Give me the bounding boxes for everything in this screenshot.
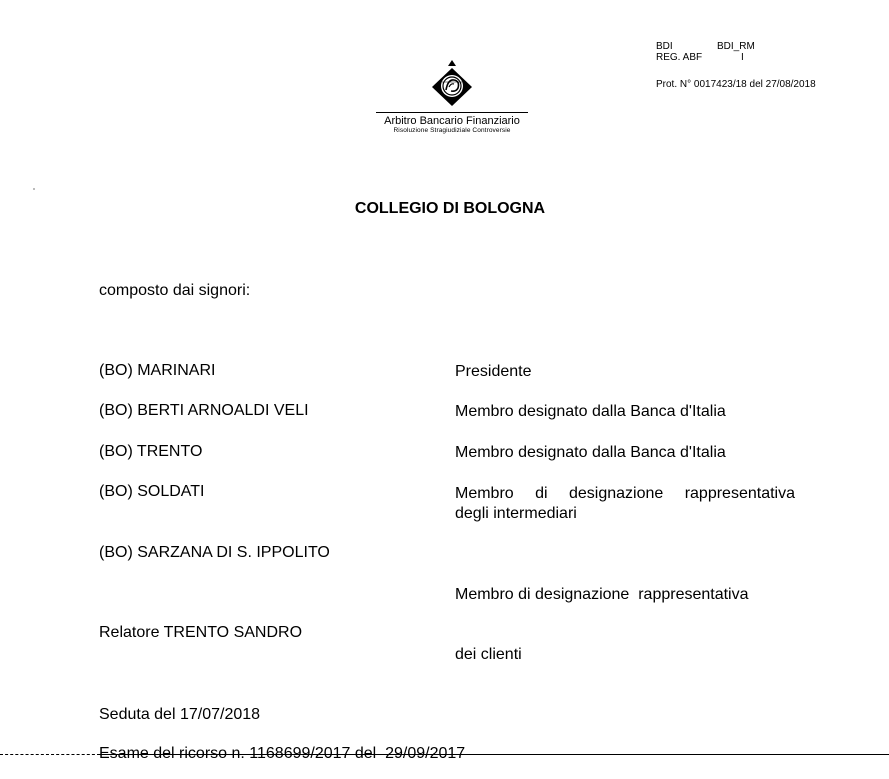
logo-subtitle: Risoluzione Stragiudiziale Controversie: [393, 127, 511, 134]
member-role: Presidente: [455, 363, 532, 380]
relatore-text: Relatore TRENTO SANDRO: [99, 624, 303, 641]
esame-text: Esame del ricorso n. 1168699/2017 del 29/09/2017: [99, 745, 466, 762]
scan-speck: [33, 188, 35, 190]
member-role-line: [455, 484, 795, 504]
member-name: (BO) SOLDATI: [99, 483, 205, 500]
member-role: [455, 545, 795, 685]
role-word: Membro: [455, 485, 514, 502]
role-word: rappresentativa: [684, 485, 795, 502]
logo-divider: [376, 112, 528, 113]
member-name: (BO) MARINARI: [99, 362, 216, 379]
member-role: [455, 484, 795, 524]
page-break-rule-dashed: [0, 754, 100, 755]
reg-abf-label: REG. ABF: [656, 52, 703, 63]
member-name: (BO) BERTI ARNOALDI VELI: [99, 402, 309, 419]
seduta-text: Seduta del 17/07/2018: [99, 706, 261, 723]
intro-text: composto dai signori:: [99, 282, 251, 299]
member-role: Membro designato dalla Banca d'Italia: [455, 444, 726, 461]
page-title: COLLEGIO DI BOLOGNA: [354, 200, 546, 217]
member-role-line: Membro di designazione rappresentativa: [455, 586, 749, 603]
logo-name: Arbitro Bancario Finanziario: [384, 115, 520, 127]
member-role-line: degli intermediari: [455, 505, 577, 522]
member-name: (BO) SARZANA DI S. IPPOLITO: [99, 544, 330, 561]
member-role-line: dei clienti: [455, 646, 522, 663]
doc-code-1: BDI: [656, 41, 673, 52]
abf-logo: [372, 60, 532, 135]
member-role: Membro designato dalla Banca d'Italia: [455, 403, 726, 420]
protocol-number: Prot. N° 0017423/18 del 27/08/2018: [656, 79, 816, 90]
abf-emblem-icon: [422, 60, 482, 110]
role-word: di: [535, 485, 548, 502]
member-name: (BO) TRENTO: [99, 443, 203, 460]
reg-abf-value: I: [741, 52, 744, 63]
role-word: designazione: [568, 485, 664, 502]
doc-code-2: BDI_RM: [717, 41, 755, 52]
